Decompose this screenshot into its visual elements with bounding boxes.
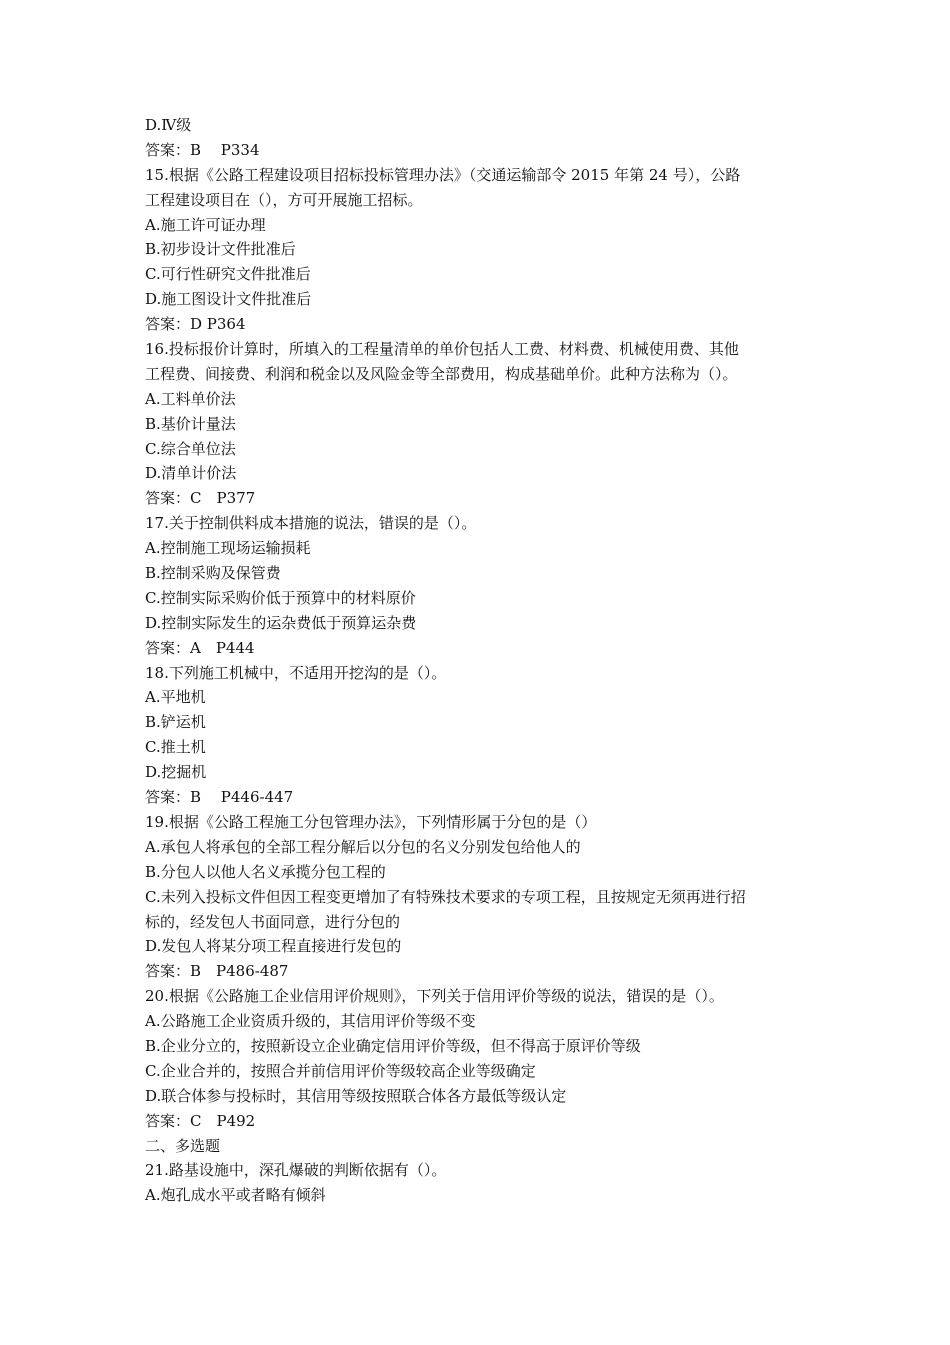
option-line: D.控制实际发生的运杂费低于预算运杂费 xyxy=(145,613,417,632)
question-line: 工程费、间接费、利润和税金以及风险金等全部费用，构成基础单价。此种方法称为（）。 xyxy=(145,364,738,383)
section-heading: 二、多选题 xyxy=(145,1136,221,1155)
document-page xyxy=(145,113,825,1208)
option-line: D.清单计价法 xyxy=(145,464,237,483)
option-line: D.施工图设计文件批准后 xyxy=(145,290,312,309)
option-line: D.挖掘机 xyxy=(145,763,207,782)
option-line: A.公路施工企业资质升级的，其信用评价等级不变 xyxy=(145,1012,476,1031)
answer-line: 答案：B P486-487 xyxy=(145,962,289,981)
option-line: B.控制采购及保管费 xyxy=(145,564,281,583)
answer-line: 答案：C P492 xyxy=(145,1111,256,1130)
option-line: C.可行性研究文件批准后 xyxy=(145,265,311,284)
option-line: B.分包人以他人名义承揽分包工程的 xyxy=(145,862,386,881)
answer-line: 答案：B P334 xyxy=(145,140,260,159)
question-line: 21.路基设施中，深孔爆破的判断依据有（）。 xyxy=(145,1161,447,1180)
question-line: 工程建设项目在（），方可开展施工招标。 xyxy=(145,190,423,209)
option-line: C.企业合并的，按照合并前信用评价等级较高企业等级确定 xyxy=(145,1061,536,1080)
option-line: A.平地机 xyxy=(145,688,206,707)
option-line: C.控制实际采购价低于预算中的材料原价 xyxy=(145,588,416,607)
option-line: B.初步设计文件批准后 xyxy=(145,240,296,259)
option-line: C.综合单位法 xyxy=(145,439,236,458)
option-line: B.铲运机 xyxy=(145,713,206,732)
answer-line: 答案：A P444 xyxy=(145,638,255,657)
option-line: 标的，经发包人书面同意，进行分包的 xyxy=(145,912,401,931)
question-line: 15.根据《公路工程建设项目招标投标管理办法》（交通运输部令 2015 年第 24 号），公路 xyxy=(145,165,741,184)
option-line: C.推土机 xyxy=(145,738,206,757)
option-line: A.施工许可证办理 xyxy=(145,215,266,234)
option-line: D.发包人将某分项工程直接进行发包的 xyxy=(145,937,402,956)
question-line: 19.根据《公路工程施工分包管理办法》，下列情形属于分包的是（） xyxy=(145,812,597,831)
answer-line: 答案：C P377 xyxy=(145,489,256,508)
option-line: A.工料单价法 xyxy=(145,389,236,408)
question-line: 20.根据《公路施工企业信用评价规则》，下列关于信用评价等级的说法，错误的是（）。 xyxy=(145,987,724,1006)
option-line: B.企业分立的，按照新设立企业确定信用评价等级，但不得高于原评价等级 xyxy=(145,1036,641,1055)
option-line: A.炮孔成水平或者略有倾斜 xyxy=(145,1186,326,1205)
question-line: 18.下列施工机械中，不适用开挖沟的是（）。 xyxy=(145,663,447,682)
question-line: 16.投标报价计算时，所填入的工程量清单的单价包括人工费、材料费、机械使用费、其他 xyxy=(145,340,739,359)
option-line: D.联合体参与投标时，其信用等级按照联合体各方最低等级认定 xyxy=(145,1086,567,1105)
option-line: A.承包人将承包的全部工程分解后以分包的名义分别发包给他人的 xyxy=(145,837,581,856)
text-line: D.Ⅳ级 xyxy=(145,116,192,134)
option-line: A.控制施工现场运输损耗 xyxy=(145,539,311,558)
option-line: B.基价计量法 xyxy=(145,414,236,433)
question-line: 17.关于控制供料成本措施的说法，错误的是（）。 xyxy=(145,514,477,533)
answer-line: 答案：B P446-447 xyxy=(145,788,294,807)
answer-line: 答案：D P364 xyxy=(145,315,246,334)
option-line: C.未列入投标文件但因工程变更增加了有特殊技术要求的专项工程，且按规定无须再进行招 xyxy=(145,887,746,906)
